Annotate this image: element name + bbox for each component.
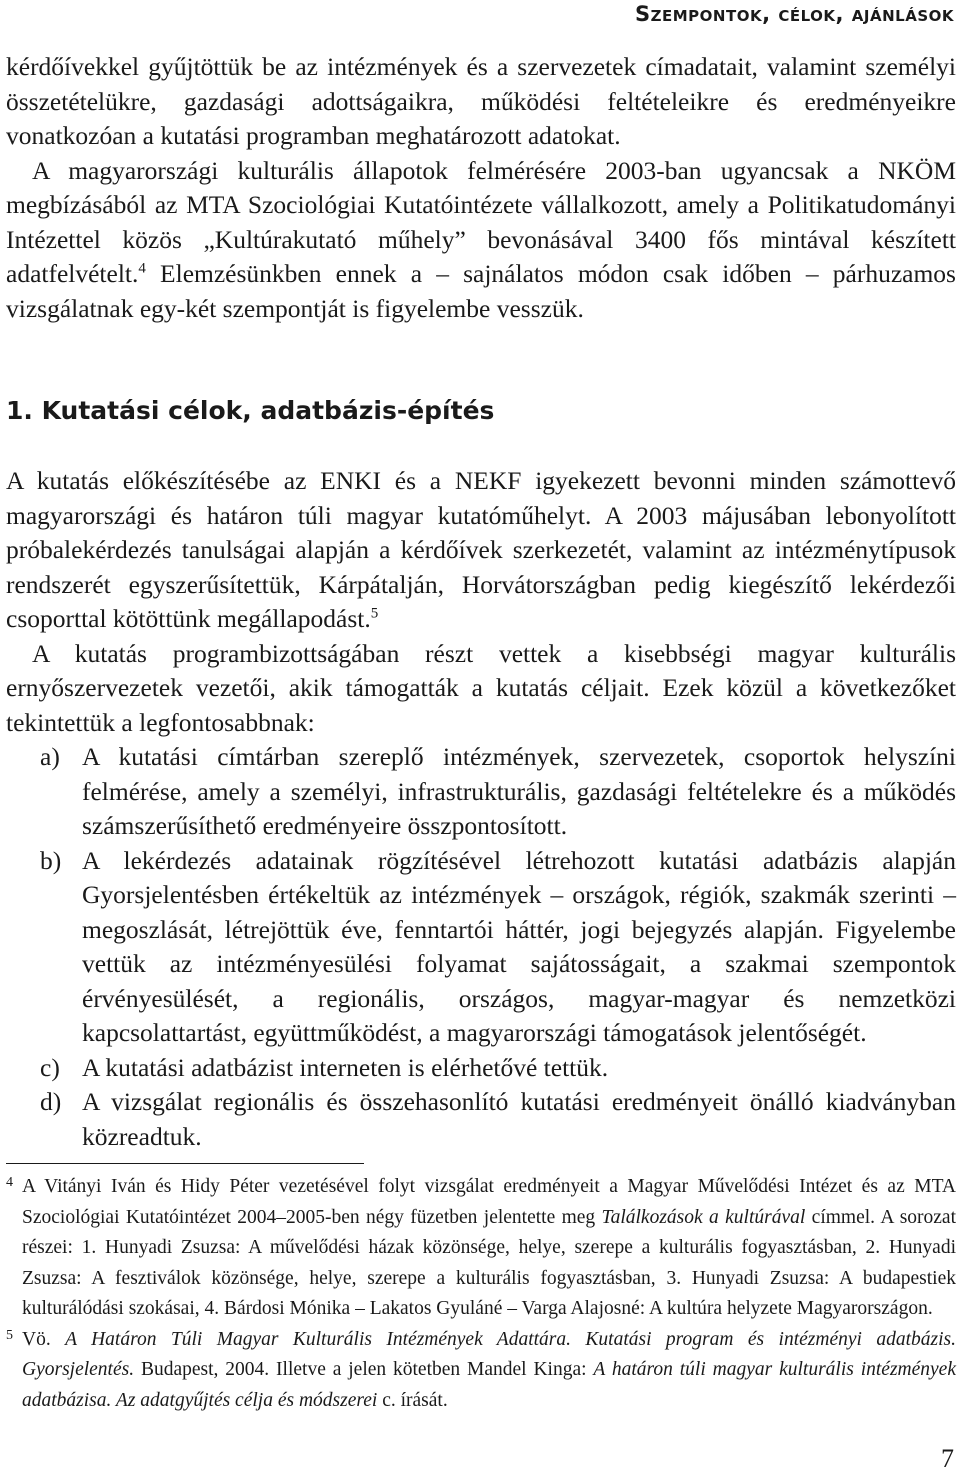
footnote-5-title-2: A határon túli magyar kulturális intézmények adatbázisa. Az adatgyűjtés célja és módszerei (22, 1359, 956, 1411)
section-body (6, 464, 956, 1154)
footnote-5-text-end: c. írását. (377, 1389, 448, 1411)
list-marker: a) (40, 742, 60, 771)
footnote-5-title: A Határon Túli Magyar Kulturális Intézmények Adattára. Kutatási program és intézményi adatbázis. Gyorsjelentés. (22, 1328, 956, 1380)
footnote-5 (6, 1325, 956, 1417)
section-p1-text: A kutatás előkészítésébe az ENKI és a NEKF igyekezett bevonni minden számottevő magyarországi és határon túli magyar kutatóműhelyt. A 2003 májusában lebonyolított próbalekérdezés tanulságai alapján a kérdőívek szerkezetét, valamint az intézménytípusok rendszerét egyszerűsítettük, Kárpátalján, Horvátországban pedig kiegészítő lekérdezői csoporttal kötöttünk megállapodást. (6, 466, 956, 633)
running-head (635, 2, 954, 26)
intro-paragraph-2 (6, 154, 956, 327)
list-item (6, 1051, 956, 1086)
footnote-4-title: Találkozások a kultúrával (601, 1206, 806, 1228)
intro-p1-text: kérdőívekkel gyűjtöttük be az intézmények és a szervezetek címadatait, valamint személyi összetételükre, gazdasági adottságaikra, működési feltételeikre és eredményeikre vonatkozóan a kutatási programban meghatározott adatokat. (6, 52, 956, 150)
footnote-marker: 5 (6, 1327, 13, 1343)
list-item (6, 740, 956, 844)
footnote-5-text: Vö. (22, 1328, 66, 1350)
goals-list (6, 740, 956, 1154)
list-marker: b) (40, 845, 62, 875)
section-paragraph-2 (6, 637, 956, 741)
list-item-text: A vizsgálat regionális és összehasonlító kutatási eredményeit önálló kiadványban közreadtuk. (82, 1087, 956, 1151)
list-item (6, 1085, 956, 1154)
list-marker: d) (40, 1087, 62, 1116)
list-marker: c) (40, 1052, 60, 1082)
page-number: 7 (941, 1444, 954, 1473)
footnote-4-text: A Vitányi Iván és Hidy Péter vezetésével folyt vizsgálat eredményeit a Magyar Művelődési Intézet és az MTA Szociológiai Kutatóintézet 2004–2005-ben négy füzetben jelentette meg (22, 1176, 956, 1228)
section-heading: 1. Kutatási célok, adatbázis-építés (6, 396, 495, 425)
running-head-text: Szempontok, célok, ajánlások (634, 2, 954, 26)
footnote-divider (6, 1163, 364, 1164)
intro-text (6, 50, 956, 326)
section-p2-text: A kutatás programbizottságában részt vettek a kisebbségi magyar kulturális ernyőszervezetek vezetői, akik támogatták a kutatás céljait. Ezek közül a következőket tekintettük a legfontosabbnak: (6, 638, 956, 737)
footnote-5-text-continued: Budapest, 2004. Illetve a jelen kötetben Mandel Kinga: (134, 1359, 594, 1380)
footnotes (6, 1172, 956, 1416)
footnote-ref-5[interactable]: 5 (370, 605, 379, 622)
intro-p2-text: A magyarországi kulturális állapotok felmérésére 2003-ban ugyancsak a NKÖM megbízásából az MTA Szociológiai Kutatóintézete vállalkozott, amely a Politikatudományi Intézettel közös „Kultúrakutató műhely” bevonásával 3400 fős mintával készített adatfelvételt. (6, 155, 956, 288)
footnote-4 (6, 1172, 956, 1325)
list-item-text: A kutatási adatbázist interneten is elérhetővé tettük. (82, 1052, 609, 1082)
intro-p2-continued: Elemzésünkben ennek a – sajnálatos módon csak időben – párhuzamos vizsgálatnak egy-két szempontját is figyelembe vesszük. (6, 259, 956, 323)
footnote-4-text-continued: címmel. A sorozat részei: 1. Hunyadi Zsuzsa: A művelődési házak közönsége, helye, szerepe a kulturális fogyasztásban, 2. Hunyadi Zsuzsa: A fesztiválok közönsége, helye, szerepe a kulturális fogyasztásban, 3. Hunyadi Zsuzsa: A budapestiek kulturálódási szokásai, 4. Bárdosi Mónika – Lakatos Gyuláné – Varga Alajosné: A kultúra helyzete Magyarországon. (22, 1206, 957, 1319)
footnote-ref-4[interactable]: 4 (138, 260, 146, 277)
section-paragraph-1 (6, 464, 956, 637)
footnote-marker: 4 (6, 1175, 13, 1190)
list-item (6, 844, 956, 1051)
list-item-text: A kutatási címtárban szereplő intézmények, szervezetek, csoportok helyszíni felmérése, amely a személyi, infrastrukturális, gazdasági feltételekre és a működés számszerűsíthető eredményeire összpontosított. (82, 742, 956, 840)
list-item-text: A lekérdezés adatainak rögzítésével létrehozott kutatási adatbázis alapján Gyorsjelentésben értékeltük az intézmények – országok, régiók, szakmák szerinti – megoszlását, létrejöttük éve, fenntartói háttér, jogi bejegyzés alapján. Figyelembe vettük az intézményesülési folyamat sajátosságait, a szakmai szempontok érvényesülését, a regionális, országos, magyar-magyar és nemzetközi kapcsolattartást, együttműködést, a magyarországi támogatások jelentőségét. (82, 845, 956, 1047)
intro-paragraph-1 (6, 50, 956, 154)
